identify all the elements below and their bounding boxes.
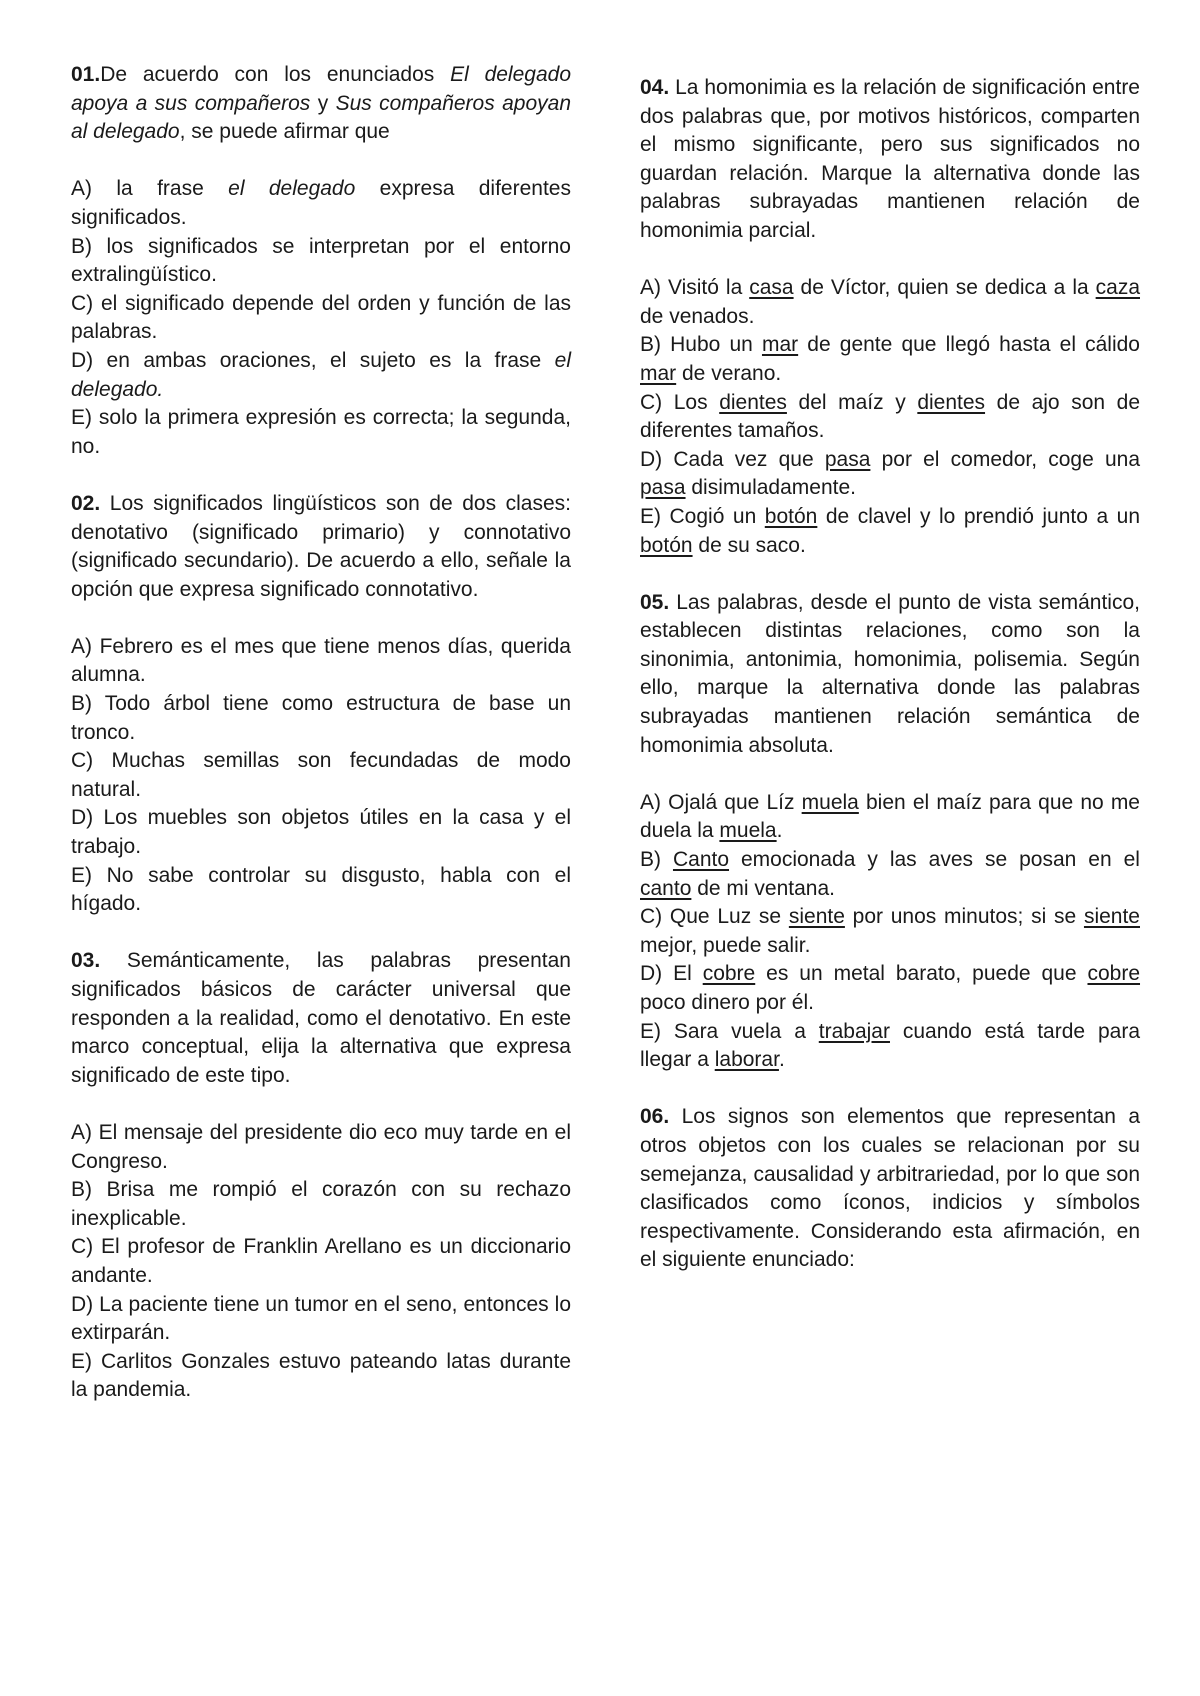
question-03 — [71, 947, 571, 1405]
option-a: A) Ojalá que Líz muela bien el maíz para que no me duela la muela. — [640, 790, 1140, 843]
option-d: D) en ambas oraciones, el sujeto es la frase el delegado. — [71, 348, 571, 401]
option-c: C) Que Luz se siente por unos minutos; si se siente mejor, puede salir. — [640, 905, 1140, 957]
option-b: B) Canto emocionada y las aves se posan en el canto de mi ventana. — [640, 848, 1140, 900]
underlined-word: pasa — [640, 476, 686, 500]
question-stem: 05. Las palabras, desde el punto de vista semántico, establecen distintas relaciones, como son la sinonimia, antonimia, homonimia, polisemia. Según ello, marque la alternativa donde las palabras subrayadas mantienen relación semántica de homonimia absoluta. — [640, 590, 1140, 757]
question-stem: 04. La homonimia es la relación de significación entre dos palabras que, por motivos históricos, comparten el mismo significante, pero sus significados no guardan relación. Marque la alternativa donde las palabras subrayadas mantienen relación de homonimia parcial. — [640, 76, 1140, 242]
left-column — [71, 61, 571, 1434]
option-e: E) Cogió un botón de clavel y lo prendió junto a un botón de su saco. — [640, 504, 1140, 557]
question-06 — [640, 1103, 1140, 1275]
underlined-word: botón — [640, 533, 693, 557]
option-c: C) el significado depende del orden y función de las palabras. — [71, 291, 571, 344]
option-a: A) Visitó la casa de Víctor, quien se dedica a la caza de venados. — [640, 276, 1140, 328]
underlined-word: siente — [1083, 905, 1140, 929]
option-c: C) Los dientes del maíz y dientes de ajo son de diferentes tamaños. — [640, 390, 1141, 443]
underlined-word: muela — [719, 819, 777, 843]
underlined-word: dientes — [719, 390, 787, 414]
question-number: 03. — [71, 949, 101, 973]
option-a: A) Febrero es el mes que tiene menos días, querida alumna. — [71, 634, 571, 687]
underlined-word: pasa — [824, 447, 871, 471]
question-number: 02. — [71, 491, 101, 515]
question-number: 05. — [640, 590, 670, 614]
option-b: B) Brisa me rompió el corazón con su rechazo inexplicable. — [71, 1178, 571, 1230]
underlined-word: botón — [764, 504, 818, 528]
right-column — [640, 74, 1140, 1304]
underlined-word: dientes — [917, 390, 986, 414]
question-stem: 03. Semánticamente, las palabras presentan significados básicos de carácter universal que responden a la realidad, como el denotativo. En este marco conceptual, elija la alternativa que expresa significado de este tipo. — [71, 949, 571, 1087]
option-d: D) La paciente tiene un tumor en el seno, entonces lo extirparán. — [71, 1292, 571, 1345]
option-b: B) los significados se interpretan por el entorno extralingüístico. — [71, 234, 571, 287]
underlined-word: mar — [640, 361, 677, 385]
underlined-word: Canto — [672, 848, 730, 872]
option-a: A) El mensaje del presidente dio eco muy tarde en el Congreso. — [71, 1120, 571, 1173]
underlined-word: cobre — [1087, 962, 1141, 986]
option-d: D) Cada vez que pasa por el comedor, coge una pasa disimuladamente. — [640, 447, 1140, 500]
question-number: 04. — [640, 76, 670, 99]
question-stem: 06. Los signos son elementos que representan a otros objetos con los cuales se relacionan por su semejanza, causalidad y arbitrariedad, por lo que son clasificados como íconos, indicios y símbolos respectivamente. Considerando esta afirmación, en el siguiente enunciado: — [640, 1105, 1140, 1272]
question-stem: 02. Los significados lingüísticos son de dos clases: denotativo (significado primario) y connotativo (significado secundario). De acuerdo a ello, señale la opción que expresa significado connotativo. — [71, 491, 571, 601]
option-b: B) Hubo un mar de gente que llegó hasta el cálido mar de verano. — [640, 333, 1140, 385]
option-b: B) Todo árbol tiene como estructura de base un tronco. — [71, 692, 571, 744]
underlined-word: casa — [749, 276, 794, 300]
option-e: E) Carlitos Gonzales estuvo pateando latas durante la pandemia. — [71, 1349, 571, 1402]
underlined-word: trabajar — [818, 1019, 890, 1043]
question-number: 01. — [71, 63, 101, 86]
option-e: E) Sara vuela a trabajar cuando está tarde para llegar a laborar. — [640, 1019, 1140, 1072]
option-c: C) El profesor de Franklin Arellano es un diccionario andante. — [71, 1235, 571, 1287]
underlined-word: canto — [640, 876, 692, 900]
question-01 — [71, 61, 571, 461]
underlined-word: laborar — [714, 1048, 779, 1072]
option-d: D) Los muebles son objetos útiles en la casa y el trabajo. — [71, 806, 571, 859]
underlined-word: caza — [1095, 276, 1140, 300]
underlined-word: cobre — [702, 962, 756, 986]
underlined-word: mar — [761, 333, 799, 357]
option-a: A) la frase el delegado expresa diferentes significados. — [71, 177, 571, 229]
option-e: E) No sabe controlar su disgusto, habla con el hígado. — [71, 863, 571, 916]
question-05 — [640, 589, 1140, 1075]
question-04 — [640, 74, 1140, 560]
underlined-word: siente — [788, 905, 845, 929]
option-d: D) El cobre es un metal barato, puede que cobre poco dinero por él. — [640, 962, 1141, 1014]
question-number: 06. — [640, 1105, 670, 1129]
question-stem: 01.De acuerdo con los enunciados El delegado apoya a sus compañeros y Sus compañeros apoyan al delegado, se puede afirmar que — [71, 63, 572, 144]
underlined-word: muela — [801, 790, 859, 814]
option-c: C) Muchas semillas son fecundadas de modo natural. — [71, 749, 571, 801]
question-02 — [71, 490, 571, 919]
option-e: E) solo la primera expresión es correcta; la segunda, no. — [71, 406, 571, 458]
